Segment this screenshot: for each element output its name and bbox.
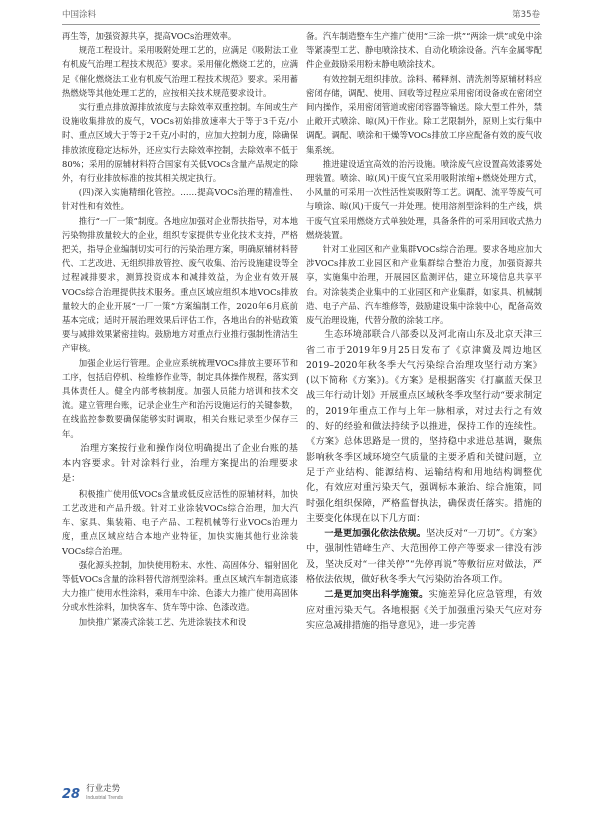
paragraph-text: 实施差异化应急管理，有效应对重污染天气。各地根据《关于加强重污染天气应对夯实应急减排措施的指导意见》，进一步完善 [306, 589, 543, 631]
section-title-en: Industrial Trends [86, 795, 124, 801]
paragraph-text: 针对工业园区和产业集群VOCs综合治理。要求各地应加大涉VOCs排放工业园区和产业集群综合整治力度，加强资源共享，实施集中治理，开展园区监测评估，建立环境信息共享平台。对涂装类企业集中的工业园区和产业集群，如家具、机械制造、电子产品、汽车维修等，鼓励建设集中涂装中心，配备高效废气治理设施，代替分散的涂装工序。 [306, 244, 542, 326]
right-text-column [306, 29, 542, 633]
paragraph-text: 生态环境部联合八部委以及河北南山东及北京天津三省二市于2019年9月25日发布了《京津冀及周边地区2019–2020年秋冬季大气污染综合治理攻坚行动方案》(以下简称《方案》)。《方案》是根据落实《打赢蓝天保卫战三年行动计划》开展重点区域秋冬季攻坚行动“要求制定的，2019年重点工作与上年一脉相承，对过去行之有效的、好的经验和做法持续予以推进，保持工作的连续性。《方案》总体思路是一贯的，坚持稳中求进总基调，聚焦影响秋冬季区域环境空气质量的主要矛盾和关键问题，立足于产业结构、能源结构、运输结构和用地结构调整优化，有效应对重污染天气，强调标本兼治、综合施策，同时强化组织保障，严格监督执法，确保责任落实。措施的主要变化体现在以下几方面： [306, 329, 542, 524]
section-title [86, 785, 123, 803]
paragraph-text: 有效控制无组织排放。涂料、稀释剂、清洗剂等原辅材料应密闭存储，调配、使用、回收等过程应采用密闭设备或在密闭空间内操作，采用密闭管道或密闭容器等输送。除大型工件外，禁止敞开式喷涂、晾(风)干作业。除工艺限制外，原则上实行集中调配。调配、喷涂和干燥等VOCs排放工序应配备有效的废气收集系统。 [306, 73, 542, 155]
paragraph [62, 43, 298, 100]
page-number: 28 [62, 786, 81, 802]
paragraph [62, 29, 298, 43]
paragraph-text: 积极推广使用低VOCs含量或低反应活性的原辅材料，加快工艺改进和产品升级。针对工业涂装VOCs综合治理，加大汽车、家具、集装箱、电子产品、工程机械等行业VOCs治理力度，重点区域应结合本地产业特征，加快实施其他行业涂装VOCs综合治理。 [62, 488, 298, 556]
paragraph-text: 加快推广紧凑式涂装工艺、先进涂装技术和设 [78, 616, 247, 627]
paragraph-text: 备。汽车制造整车生产推广使用“三涂一烘”“两涂一烘”或免中涂等紧凑型工艺、静电喷涂技术、自动化喷涂设备。汽车金属零配件企业鼓励采用粉末静电喷涂技术。 [306, 31, 542, 70]
page-footer [62, 782, 123, 806]
paragraph [62, 615, 298, 629]
paragraph-text: (四)深入实施精细化管控。……提高VOCs治理的精准性、针对性和有效性。 [62, 187, 298, 212]
paragraph [62, 356, 298, 441]
paragraph [62, 185, 298, 213]
paragraph [62, 441, 298, 487]
paragraph [62, 487, 298, 558]
section-title-zh: 行业走势 [86, 784, 121, 794]
paragraph-text: 坚决反对“一刀切”。《方案》中，强制性错峰生产、大范围停工停产等要求一律没有涉及，坚决反对“一律关停”“先停再说”等敷衍应对做法，严格依法依规，做好秋冬季大气污染防治各项工作。 [306, 528, 542, 586]
paragraph-lead: 一是更加强化依法依规。 [324, 528, 427, 540]
header-divider [62, 24, 540, 25]
paragraph-text: 推行“一厂一策”制度。各地应加强对企业帮扶指导，对本地污染物排放量较大的企业，组织专家提供专业化技术支持，严格把关，指导企业编制切实可行的污染治理方案，明确原辅材料替代、工艺改进、无组织排放管控、废气收集、治污设施建设等全过程减排要求，测算投资成本和减排效益，为企业有效开展VOCs综合治理提供技术服务。重点区域应组织本地VOCs排放量较大的企业开展“一厂一策”方案编制工作，2020年6月底前基本完成；适时开展治理效果后评估工作，各地出台的补贴政策要与减排效果紧密挂钩。鼓励地方对重点行业推行强制性清洁生产审核。 [62, 215, 298, 354]
paragraph [306, 29, 542, 72]
paragraph [306, 587, 542, 633]
paragraph [306, 72, 542, 157]
paragraph [62, 214, 298, 356]
paragraph-text: 加强企业运行管理。企业应系统梳理VOCs排放主要环节和工序，包括启停机、检维修作业等，制定具体操作规程，落实到具体责任人。健全内部考核制度。加强人员能力培训和技术交流。建立管理台账，记录企业生产和治污设施运行的关键参数，在线监控参数要确保能够实时调取，相关台账记录至少保存三年。 [62, 357, 298, 439]
paragraph [306, 242, 542, 327]
paragraph-text: 推进建设适宜高效的治污设施。喷涂废气应设置高效漆雾处理装置。喷涂、晾(风)干废气宜采用吸附浓缩+燃烧处理方式，小风量的可采用一次性活性炭吸附等工艺。调配、流平等废气可与喷涂、晾(风)干废气一并处理。使用溶剂型涂料的生产线，烘干废气宜采用燃烧方式单独处理，具备条件的可采用回收式热力燃烧装置。 [306, 158, 542, 240]
volume-label: 第35卷 [512, 10, 540, 20]
left-text-column [62, 29, 298, 629]
paragraph [62, 558, 298, 615]
paragraph [62, 100, 298, 185]
paragraph-text: 实行重点排放源排放浓度与去除效率双重控制。车间或生产设施收集排放的废气，VOCs初始排放速率大于等于3千克/小时、重点区域大于等于2千克/小时的，应加大控制力度，除确保排放浓度稳定达标外，还应实行去除效率控制，去除效率不低于80%；采用的原辅材料符合国家有关低VOCs含量产品规定的除外，有行业排放标准的按其相关规定执行。 [62, 102, 298, 184]
paragraph-text: 规范工程设计。采用吸附处理工艺的，应满足《吸附法工业有机废气治理工程技术规范》要求。采用催化燃烧工艺的，应满足《催化燃烧法工业有机废气治理工程技术规范》要求。采用蓄热燃烧等其他处理工艺的，应按相关技术规范要求设计。 [62, 45, 298, 98]
running-header [62, 6, 540, 22]
paragraph-text: 治理方案按行业和操作岗位明确提出了企业台账的基本内容要求。针对涂料行业，治理方案提出的治理要求是： [62, 442, 298, 485]
paragraph-lead: 二是更加突出科学施策。 [324, 589, 429, 601]
paragraph [306, 526, 542, 587]
paragraph-text: 再生等，加强资源共享，提高VOCs治理效率。 [62, 31, 237, 41]
paragraph-text: 强化源头控制，加快使用粉末、水性、高固体分、辐射固化等低VOCs含量的涂料替代溶剂型涂料。重点区域汽车制造底漆大力推广使用水性涂料，乘用车中涂、色漆大力推广使用高固体分或水性涂料，加快客车、货车等中涂、色漆改造。 [62, 559, 298, 613]
paragraph [306, 327, 542, 526]
journal-name: 中国涂料 [62, 10, 97, 20]
paragraph [306, 157, 542, 242]
